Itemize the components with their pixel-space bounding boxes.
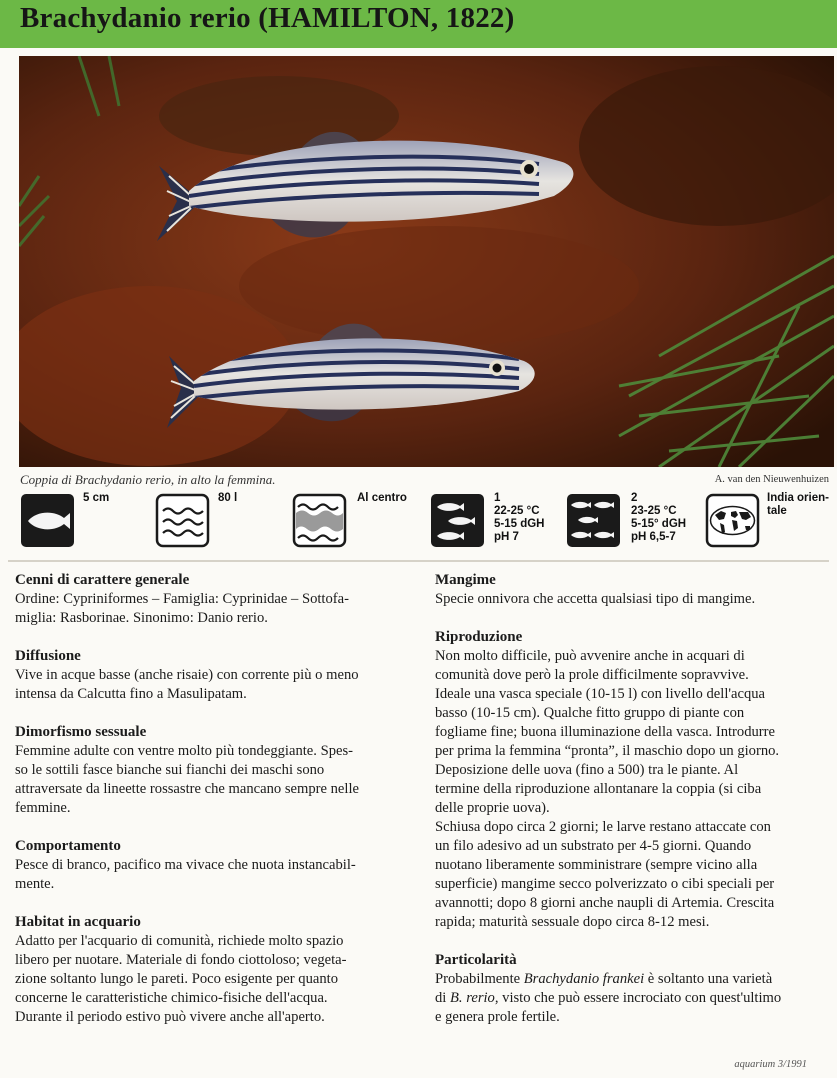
particularity-text [435, 970, 828, 1027]
habitat-text: Adatto per l'acquario di comunità, richiede molto spazio libero per nuotare. Materiale di fondo ciottoloso; vegeta- zione soltanto lungo le pareti. Poco esigente per quanto concerne le caratteristiche chimico-fisiche dell'acqua. Durante il periodo estivo può vivere anche all'aperto. [15, 933, 347, 1025]
photo-credit: A. van den Nieuwenhuizen [714, 474, 829, 485]
size-label: 5 cm [83, 492, 110, 504]
group1-temp: 22-25 °C [494, 505, 540, 517]
left-column [15, 571, 408, 1027]
zone-label: Al centro [357, 492, 407, 504]
region-label: India orien- tale [767, 492, 829, 517]
group1-ph: pH 7 [494, 531, 519, 543]
reproduction-heading: Riproduzione [435, 629, 523, 645]
species-name-frankei: Brachydanio frankei [523, 971, 645, 987]
group2-hardness: 5-15° dGH [631, 518, 687, 530]
food-heading: Mangime [435, 572, 496, 588]
world-map-icon [705, 493, 760, 548]
dimorphism-heading: Dimorfismo sessuale [15, 724, 147, 740]
group2-params [631, 492, 686, 544]
photo-caption: Coppia di Brachydanio rerio, in alto la femmina. [20, 472, 276, 487]
fish-size-icon [20, 493, 75, 548]
general-heading: Cenni di carattere generale [15, 572, 190, 588]
group2-temp: 23-25 °C [631, 505, 677, 517]
particularity-mid: è soltanto una varietà di [435, 971, 773, 1006]
group1-count: 1 [494, 492, 501, 504]
group1-params [494, 492, 545, 544]
general-text: Ordine: Cypriniformes – Famiglia: Cyprinidae – Sottofa- miglia: Rasborinae. Sinonimo: Danio rerio. [15, 591, 349, 626]
particularity-pre: Probabilmente [435, 971, 524, 987]
volume-label: 80 l [218, 492, 238, 504]
right-column [435, 571, 828, 1027]
behaviour-heading: Comportamento [15, 838, 121, 854]
school-fish-group-icon [566, 493, 621, 548]
title-bar [0, 0, 837, 48]
distribution-text: Vive in acque basse (anche risaie) con corrente più o meno intensa da Calcutta fino a Masulipatam. [15, 667, 359, 702]
group1-hardness: 5-15 dGH [494, 518, 545, 530]
reproduction-text: Non molto difficile, può avvenire anche in acquari di comunità dove però la prole difficilmente sopravvive. Ideale una vasca speciale (10-15 l) con livello dell'acqua basso (10-15 cm). Qualche fitto gruppo di piante con fogliame fine; buona illuminazione della vasca. Introdurre per prima la femmina “pronta”, il maschio dopo un giorno. Deposizione delle uova (fino a 500) tra le piante. Al termine della riproduzione allontanare la coppia (si ciba delle proprie uova). Schiusa dopo circa 2 giorni; le larve restano attaccate con un filo adesivo ad un substrato per 4-5 giorni. Quando nuotano liberamente somministrare (sempre vicino alla superficie) mangime secco polverizzato o cibi speciali per avannotti; dopo 8 giorni anche naupli di Artemia. Crescita rapida; maturità sessuale dopo circa 8-12 mesi. [435, 648, 780, 930]
swim-zone-icon [292, 493, 347, 548]
dimorphism-text: Femmine adulte con ventre molto più tondeggiante. Spes- so le sottili fasce bianche sui fianchi dei maschi sono attraversate da lineette rossastre che mancano sempre nelle femmine. [15, 743, 360, 816]
particularity-heading: Particolarità [435, 952, 517, 968]
distribution-heading: Diffusione [15, 648, 81, 664]
zebrafish-photo-illustration [19, 56, 834, 467]
habitat-heading: Habitat in acquario [15, 914, 141, 930]
food-text: Specie onnivora che accetta qualsiasi tipo di mangime. [435, 591, 756, 607]
divider [8, 560, 829, 562]
species-name-rerio: B. rerio [450, 990, 495, 1006]
behaviour-text: Pesce di branco, pacifico ma vivace che nuota instancabil- mente. [15, 857, 356, 892]
particularity-post: , visto che può essere incrociato con quest'ultimo e genera prole fertile. [435, 990, 782, 1025]
group2-count: 2 [631, 492, 638, 504]
page-title: Brachydanio rerio (HAMILTON, 1822) [20, 2, 515, 34]
group2-ph: pH 6,5-7 [631, 531, 676, 543]
single-fish-group-icon [430, 493, 485, 548]
footer-source: aquarium 3/1991 [734, 1059, 807, 1070]
tank-volume-icon [155, 493, 210, 548]
fish-photo [19, 56, 834, 467]
